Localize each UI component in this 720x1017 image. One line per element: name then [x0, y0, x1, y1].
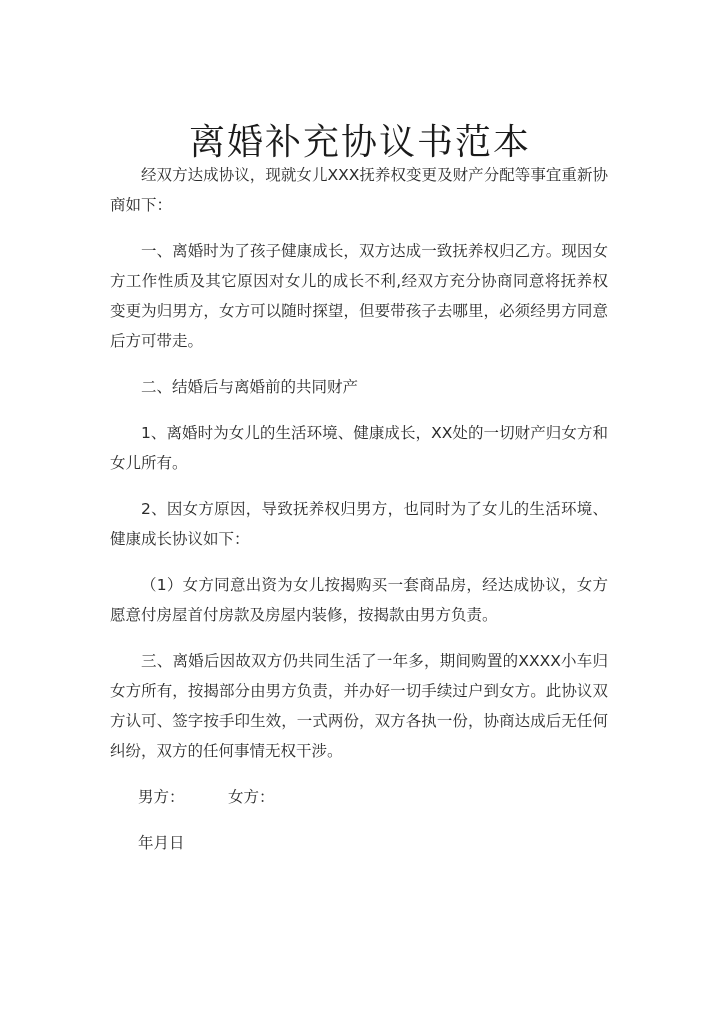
- document-title: 离婚补充协议书范本: [188, 122, 531, 164]
- signature-row: [110, 782, 608, 812]
- female-signature-label: 女方：: [228, 788, 275, 806]
- paragraph-property-heading: 二、结婚后与离婚前的共同财产: [141, 378, 359, 396]
- paragraph-property-1: 1、离婚时为女儿的生活环境、健康成长，XX处的一切财产归女方和女儿所有。: [110, 424, 608, 472]
- male-signature-label: 男方：: [138, 788, 185, 806]
- paragraph-property-2: 2、因女方原因，导致抚养权归男方，也同时为了女儿的生活环境、健康成长协议如下：: [110, 500, 608, 548]
- paragraph-intro: 经双方达成协议，现就女儿XXX抚养权变更及财产分配等事宜重新协商如下：: [110, 166, 608, 214]
- date-label: 年月日: [138, 834, 185, 852]
- paragraph-custody: 一、离婚时为了孩子健康成长，双方达成一致抚养权归乙方。现因女方工作性质及其它原因对女儿的成长不利,经双方充分协商同意将抚养权变更为归男方，女方可以随时探望，但要带孩子去哪里，必须经男方同意后方可带走。: [110, 242, 608, 350]
- document-body: [110, 160, 608, 858]
- paragraph-car-terms: 三、离婚后因故双方仍共同生活了一年多，期间购置的XXXX小车归女方所有，按揭部分由男方负责，并办好一切手续过户到女方。此协议双方认可、签字按手印生效，一式两份，双方各执一份，协商达成后无任何纠纷，双方的任何事情无权干涉。: [110, 652, 608, 760]
- paragraph-house: （1）女方同意出资为女儿按揭购买一套商品房，经达成协议，女方愿意付房屋首付房款及房屋内装修，按揭款由男方负责。: [110, 576, 608, 624]
